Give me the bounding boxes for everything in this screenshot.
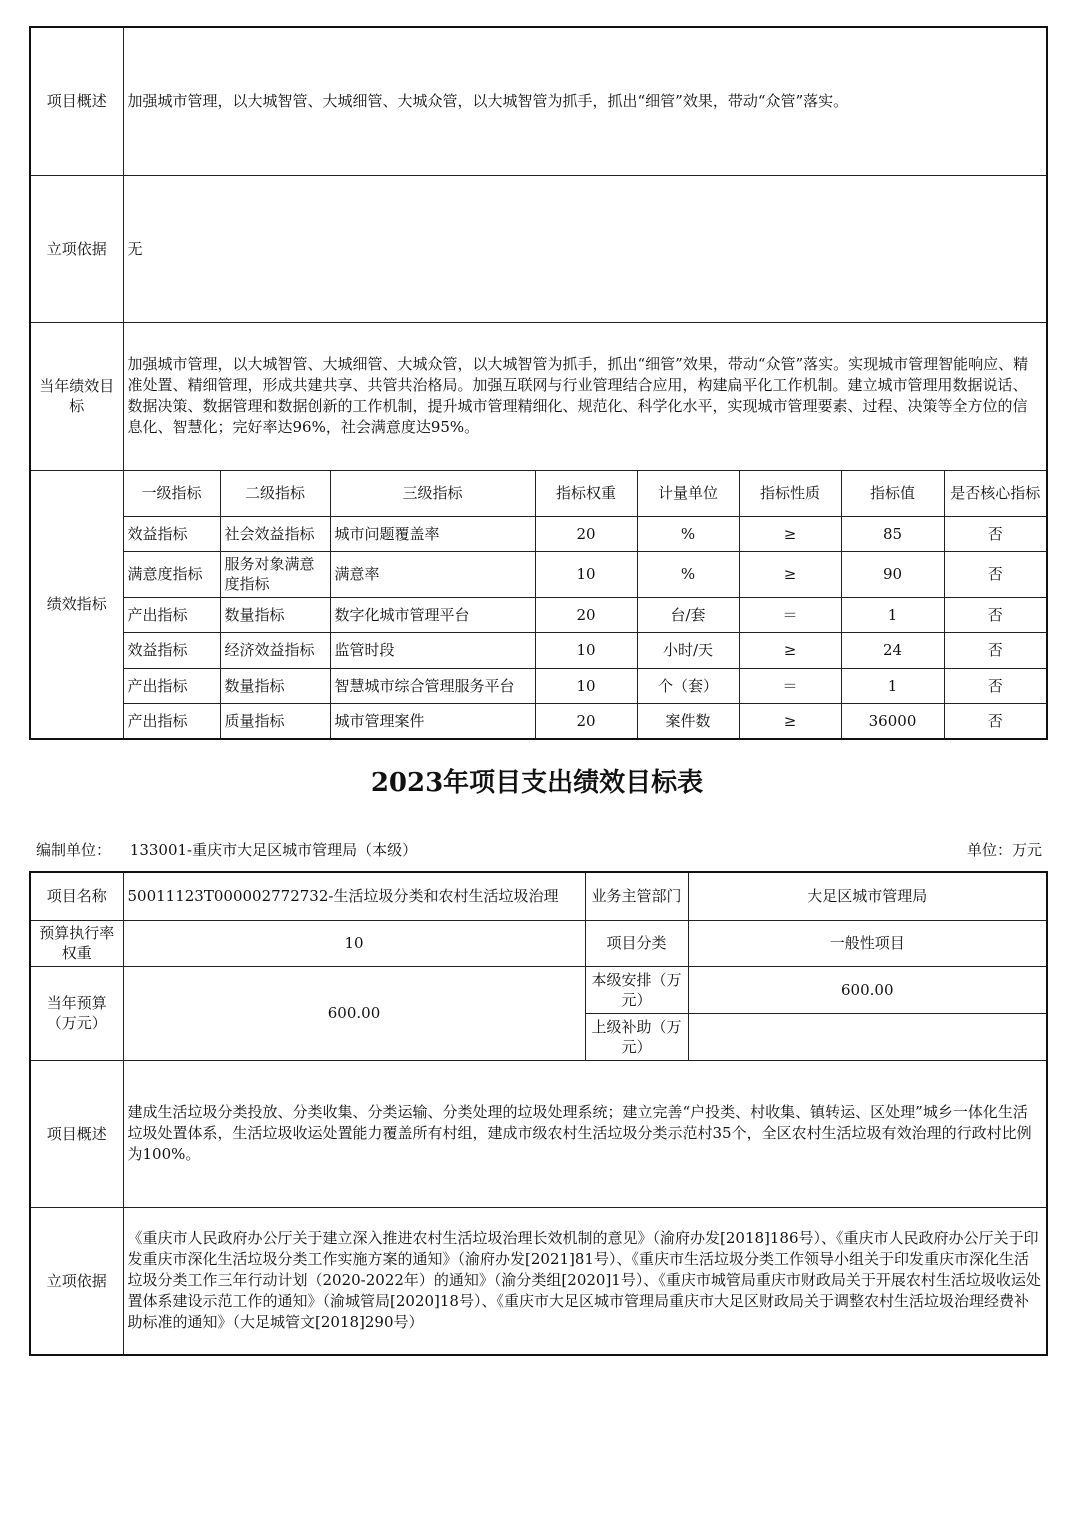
cell: 20 (535, 703, 637, 739)
table-row (30, 668, 1047, 703)
cell: 效益指标 (123, 632, 220, 668)
overview-text: 加强城市管理，以大城智管、大城细管、大城众管，以大城智管为抓手，抓出“细管”效果，带动“众管”落实。 (123, 27, 1047, 175)
cell: 90 (841, 551, 944, 597)
goal-text: 加强城市管理，以大城智管、大城细管、大城众管，以大城智管为抓手，抓出“细管”效果，带动“众管”落实。实现城市管理智能响应、精准处置、精细管理，形成共建共享、共管共治格局。加强互联网与行业管理结合应用，构建扁平化工作机制。建立城市管理用数据说话、数据决策、数据管理和数据创新的工作机制，提升城市管理精细化、规范化、科学化水平，实现城市管理要素、过程、决策等全方位的信息化、智慧化；完好率达96%，社会满意度达95%。 (123, 322, 1047, 470)
cell: 产出指标 (123, 703, 220, 739)
header-cell: 指标性质 (739, 470, 841, 516)
cell: 个（套） (637, 668, 739, 703)
header-cell: 指标权重 (535, 470, 637, 516)
cell: 社会效益指标 (220, 516, 330, 551)
cell: 智慧城市综合管理服务平台 (330, 668, 535, 703)
header-cell: 计量单位 (637, 470, 739, 516)
cell: 否 (944, 516, 1047, 551)
category-value: 一般性项目 (688, 920, 1047, 966)
category-label: 项目分类 (585, 920, 688, 966)
table-row (30, 516, 1047, 551)
cell: ≥ (739, 516, 841, 551)
compiling-unit-label: 编制单位： (36, 841, 112, 859)
cell: 否 (944, 632, 1047, 668)
compiling-unit (36, 840, 417, 860)
dept-value: 大足区城市管理局 (688, 872, 1047, 920)
table-row (30, 551, 1047, 597)
header-cell: 三级指标 (330, 470, 535, 516)
overview-text: 建成生活垃圾分类投放、分类收集、分类运输、分类处理的垃圾处理系统；建立完善“户投类、村收集、镇转运、区处理”城乡一体化生活垃圾处置体系，生活垃圾收运处置能力覆盖所有村组，建成市级农村生活垃圾分类示范村35个，全区农村生活垃圾有效治理的行政村比例为100%。 (123, 1060, 1047, 1207)
cell: 否 (944, 597, 1047, 632)
cell: ≥ (739, 632, 841, 668)
upper-subsidy-value (688, 1013, 1047, 1060)
cell: 满意率 (330, 551, 535, 597)
cell: 小时/天 (637, 632, 739, 668)
cell: 监管时段 (330, 632, 535, 668)
cell: % (637, 516, 739, 551)
header-cell: 指标值 (841, 470, 944, 516)
exec-rate-value: 10 (123, 920, 585, 966)
cell: 1 (841, 597, 944, 632)
cell: 20 (535, 516, 637, 551)
local-arrange-label: 本级安排（万元） (585, 966, 688, 1013)
cell: 36000 (841, 703, 944, 739)
project-name-label: 项目名称 (30, 872, 123, 920)
overview-label: 项目概述 (30, 1060, 123, 1207)
overview-label: 项目概述 (30, 27, 123, 175)
table-row (30, 703, 1047, 739)
cell: 1 (841, 668, 944, 703)
header-cell: 二级指标 (220, 470, 330, 516)
cell: 满意度指标 (123, 551, 220, 597)
cell: 10 (535, 632, 637, 668)
cell: ＝ (739, 668, 841, 703)
exec-rate-label: 预算执行率权重 (30, 920, 123, 966)
budget-value: 600.00 (123, 966, 585, 1060)
cell: 否 (944, 668, 1047, 703)
goal-label: 当年绩效目标 (30, 322, 123, 470)
cell: 10 (535, 551, 637, 597)
currency-unit: 单位：万元 (966, 841, 1042, 859)
project-name-value: 50011123T000002772732-生活垃圾分类和农村生活垃圾治理 (123, 872, 585, 920)
cell: 城市管理案件 (330, 703, 535, 739)
basis-text: 无 (123, 175, 1047, 322)
budget-label: 当年预算（万元） (30, 966, 123, 1060)
cell: ≥ (739, 703, 841, 739)
upper-subsidy-label: 上级补助（万元） (585, 1013, 688, 1060)
indicator-label: 绩效指标 (30, 470, 123, 739)
table-row (30, 597, 1047, 632)
cell: 数量指标 (220, 597, 330, 632)
cell: 否 (944, 703, 1047, 739)
performance-table-1 (29, 26, 1048, 740)
dept-label: 业务主管部门 (585, 872, 688, 920)
cell: 85 (841, 516, 944, 551)
basis-label: 立项依据 (30, 1207, 123, 1355)
performance-table-2 (29, 871, 1048, 1356)
cell: 台/套 (637, 597, 739, 632)
cell: 24 (841, 632, 944, 668)
page-title: 2023年项目支出绩效目标表 (370, 768, 704, 798)
cell: ＝ (739, 597, 841, 632)
header-cell: 是否核心指标 (944, 470, 1047, 516)
cell: 城市问题覆盖率 (330, 516, 535, 551)
cell: 经济效益指标 (220, 632, 330, 668)
cell: 产出指标 (123, 668, 220, 703)
table-row (30, 632, 1047, 668)
cell: ≥ (739, 551, 841, 597)
cell: 20 (535, 597, 637, 632)
compiling-unit-value: 133001-重庆市大足区城市管理局（本级） (129, 841, 418, 859)
cell: 10 (535, 668, 637, 703)
cell: 质量指标 (220, 703, 330, 739)
cell: 数量指标 (220, 668, 330, 703)
basis-label: 立项依据 (30, 175, 123, 322)
cell: 数字化城市管理平台 (330, 597, 535, 632)
header-cell: 一级指标 (123, 470, 220, 516)
local-arrange-value: 600.00 (688, 966, 1047, 1013)
cell: 服务对象满意度指标 (220, 551, 330, 597)
cell: 否 (944, 551, 1047, 597)
cell: 效益指标 (123, 516, 220, 551)
cell: 产出指标 (123, 597, 220, 632)
basis-text: 《重庆市人民政府办公厅关于建立深入推进农村生活垃圾治理长效机制的意见》（渝府办发[2018]186号）、《重庆市人民政府办公厅关于印发重庆市深化生活垃圾分类工作实施方案的通知》（渝府办发[2021]81号）、《重庆市生活垃圾分类工作领导小组关于印发重庆市深化生活垃圾分类工作三年行动计划（2020-2022年）的通知》（渝分类组[2020]1号）、《重庆市城管局重庆市财政局关于开展农村生活垃圾收运处置体系建设示范工作的通知》（渝城管局[2020]18号）、《重庆市大足区城市管理局重庆市大足区财政局关于调整农村生活垃圾治理经费补助标准的通知》（大足城管文[2018]290号） (123, 1207, 1047, 1355)
cell: 案件数 (637, 703, 739, 739)
cell: % (637, 551, 739, 597)
